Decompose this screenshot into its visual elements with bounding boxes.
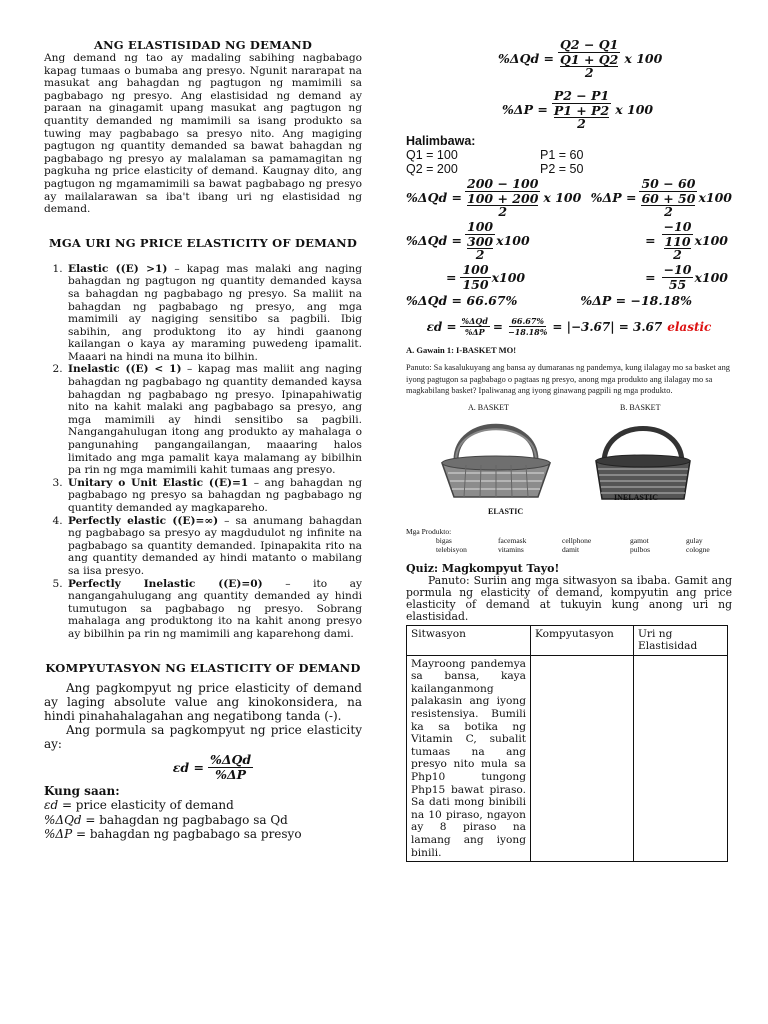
table-cell: Mayroong pandemya sa bansa, kaya kailanganmong palakasin ang iyong resistensiya. Bumili ka sa botika ng Vitamin C, subalit tumaas na ang presyo nito mula sa Php10 tungong Php15 bawat piraso. Sa dati mong binibili na 10 piraso, ngayon ay 8 piraso na lamang ang iyong binili.	[407, 655, 531, 862]
table-row	[407, 655, 728, 862]
basket-a-icon	[436, 415, 556, 505]
type-perfectly-elastic: 4. Perfectly elastic ((E)=∞) – sa anumang bahagdan ng pagbabago sa presyo ay magdudulot ng infinite na pagbabago sa quantity demanded. Ipinapakita rito na ang quantity demanded ay hindi matanto o mabilang sa iisa presyo.	[66, 515, 362, 578]
definitions	[44, 784, 362, 842]
label-inelastic: INELASTIC	[614, 492, 659, 502]
def-qd: %ΔQd = bahagdan ng pagbabago sa Qd	[44, 812, 288, 827]
elasticity-formula: εd = $\frac{\text{\%ΔQd}}{\%\Delta P}$	[172, 751, 252, 782]
left-column	[44, 38, 362, 842]
basket-b-icon	[588, 415, 698, 505]
quiz-section	[406, 562, 732, 863]
quiz-text: Panuto: Suriin ang mga sitwasyon sa ibaba. Gamit ang pormula ng elasticity of demand, kompyutin ang price elasticity of demand at tukuyin kung anong uri ng elastisidad.	[406, 573, 732, 623]
section-title-uri: MGA URI NG PRICE ELASTICITY OF DEMAND	[48, 235, 358, 250]
quiz-table	[406, 625, 728, 863]
formula-p: %ΔP = P2 − P1 P1 + P2 2 x 100	[502, 88, 654, 131]
products-list	[406, 536, 732, 554]
type-perfectly-inelastic: 5. Perfectly Inelastic ((E)=0) – ito ay nangangahulugang ang quantity demanded ay hindi tumutugon sa pagbabago ng presyo. Sobrang mahalaga ang produktong ito na kahit anong presyo ay bibilhin pa rin ng mamimili ang kaparehong dami.	[66, 578, 362, 641]
type-unitary: 3. Unitary o Unit Elastic ((E)=1 – ang bahagdan ng pagbabago ng presyo sa bahagdan ng pagbabago ng quantity demanded ay magkapareho.	[66, 477, 362, 515]
type-elastic: 1. Elastic ((E) >1) – kapag mas malaki ang naging bahagdan ng pagtugon ng quantity demanded kaysa sa bahagdan ng pagbabago ng presyo. Sa maliit na bahagdan ng pagbabago ng presyo, ang mga mamimili ay nagiging sensitibo sa pagbili. Ibig sabihin, ang produktong ito ay hindi gaanong kailangan o kaya ay maraming puwedeng ipamalit. Maaari na hindi na muna ito bilhin.	[66, 263, 362, 364]
section-text-elastisidad: Ang demand ng tao ay madaling sabihing nagbabago kapag tumaas o bumaba ang presyo. Ngunit nararapat na masukat ang bahagdan ng pagtugon ng mamimili sa pagbabago ng presyo. Ang elastisidad ng demand ay paraan na ginagamit upang masukat ang pagtugon ng quantity demanded ng mamimili sa isang produkto sa tuwing may pagbabago sa presyo nito. Ang magiging pagtugon ng quantity demanded sa bawat bahagdan ng pagbabago ng presyo ay malalaman sa pamamagitan ng pagkuha ng price elasticity of demand. Kaugnay dito, ang pagtugon ng mgamamimili sa bawat pagbabago ng presyo ay mailalarawan sa iba't ibang uri ng elastisidad ng demand.	[44, 52, 362, 216]
section-title-kompyutasyon: KOMPYUTASYON NG ELASTICITY OF DEMAND	[45, 660, 361, 675]
elastic-label: elastic	[667, 319, 712, 334]
formula-fraction: $\frac{\text{\%ΔQd}}{\%\Delta P}$	[209, 751, 252, 782]
kompyutasyon-p1: Ang pagkompyut ng price elasticity of demand ay laging absolute value ang kinokonsidera, na hindi pinahahalagahan ang negatibong tanda (-).	[44, 680, 362, 723]
calc-results	[406, 293, 732, 308]
table-header: Kompyutasyon	[531, 625, 634, 655]
halimbawa-label: Halimbawa:	[406, 134, 476, 148]
basket-a-label: A. BASKET	[468, 402, 509, 412]
kung-saan-label: Kung saan:	[44, 783, 120, 798]
product-col: cellphone damit	[562, 535, 592, 554]
mga-produkto-label: Mga Produkto:	[406, 526, 452, 536]
elasticity-result: εd = $\frac{\text{\%ΔQd}}{\%\Delta P}$ = $\frac{66.67\%}{-18.18\%}$ = |−3.67| = 3.67 elastic	[426, 316, 712, 337]
elasticity-types-list	[44, 263, 362, 641]
table-cell-answer[interactable]	[531, 655, 634, 862]
calc-step1: %ΔQd = 200 − 100 100 + 200 2 x 100 %ΔP = 50 − 60 60 + 50 2 x100	[406, 176, 732, 219]
table-header-row	[407, 625, 728, 655]
product-col: gamot pulbos	[630, 535, 651, 554]
gawain-title: A. Gawain 1: I-BASKET MO!	[406, 345, 517, 355]
quiz-title: Quiz: Magkompyut Tayo!	[406, 561, 560, 575]
gawain-text: Panuto: Sa kasalukuyang ang bansa ay dumaranas ng pandemya, kung ilalagay mo sa basket ang iyong pagtugon sa pagbabago o pagtaas ng presyo, anong mga produkto ang ilalagay mo sa magkabilang basket? Ipaliwanag ang iyong ginawang pagpili ng mga produkto.	[406, 363, 730, 395]
table-header: Uri ng Elastisidad	[634, 625, 728, 655]
product-col: facemask vitamins	[498, 535, 527, 554]
def-ed: εd = price elasticity of demand	[44, 798, 234, 813]
calc-step3: = $\frac{100}{150}$ x100 = $\frac{-10}{55}$ x100	[446, 262, 728, 292]
halimbawa: Halimbawa: Q1 = 100 P1 = 60 Q2 = 200 P2 = 50	[406, 134, 732, 176]
calc-step2: %ΔQd = 100 300 2 x100 = −10 110 2 x100	[406, 219, 728, 262]
type-inelastic: 2. Inelastic ((E) < 1) – kapag mas maliit ang naging bahagdan ng pagbabago ng quantity demanded kaysa bahagdan ng pagbabago ng presyo. Ipinapahiwatig nito na kahit malaki ang pagbabago sa presyo, ang mga mamimili ay hindi sensitibo sa pagbili. Nangangahulugan itong ang produkto ay mahalaga o pangunahing pangangailangan, maaaring halos limitado ang mga pamalit kaya malamang ay bibilhin pa rin ng mga mamimili kahit tumaas ang presyo.	[66, 363, 362, 476]
basket-illustration	[406, 403, 732, 521]
right-column	[406, 38, 732, 862]
product-col: gulay cologne	[686, 535, 710, 554]
kompyutasyon-p2: Ang pormula sa pagkompyut ng price elasticity ay:	[44, 722, 362, 751]
label-elastic: ELASTIC	[488, 506, 524, 516]
formula-qd: %ΔQd = Q2 − Q1 Q1 + Q2 2 x 100	[498, 37, 663, 80]
basket-b-label: B. BASKET	[620, 402, 661, 412]
product-col: bigas telebisyon	[436, 535, 467, 554]
result-p: %ΔP = −18.18%	[580, 293, 692, 308]
result-qd: %ΔQd = 66.67%	[406, 293, 518, 308]
gawain-section	[406, 345, 732, 554]
table-header: Sitwasyon	[407, 625, 531, 655]
table-cell-answer[interactable]	[634, 655, 728, 862]
def-p: %ΔP = bahagdan ng pagbabago sa presyo	[44, 827, 302, 842]
section-title-elastisidad: ANG ELASTISIDAD NG DEMAND	[93, 38, 313, 52]
